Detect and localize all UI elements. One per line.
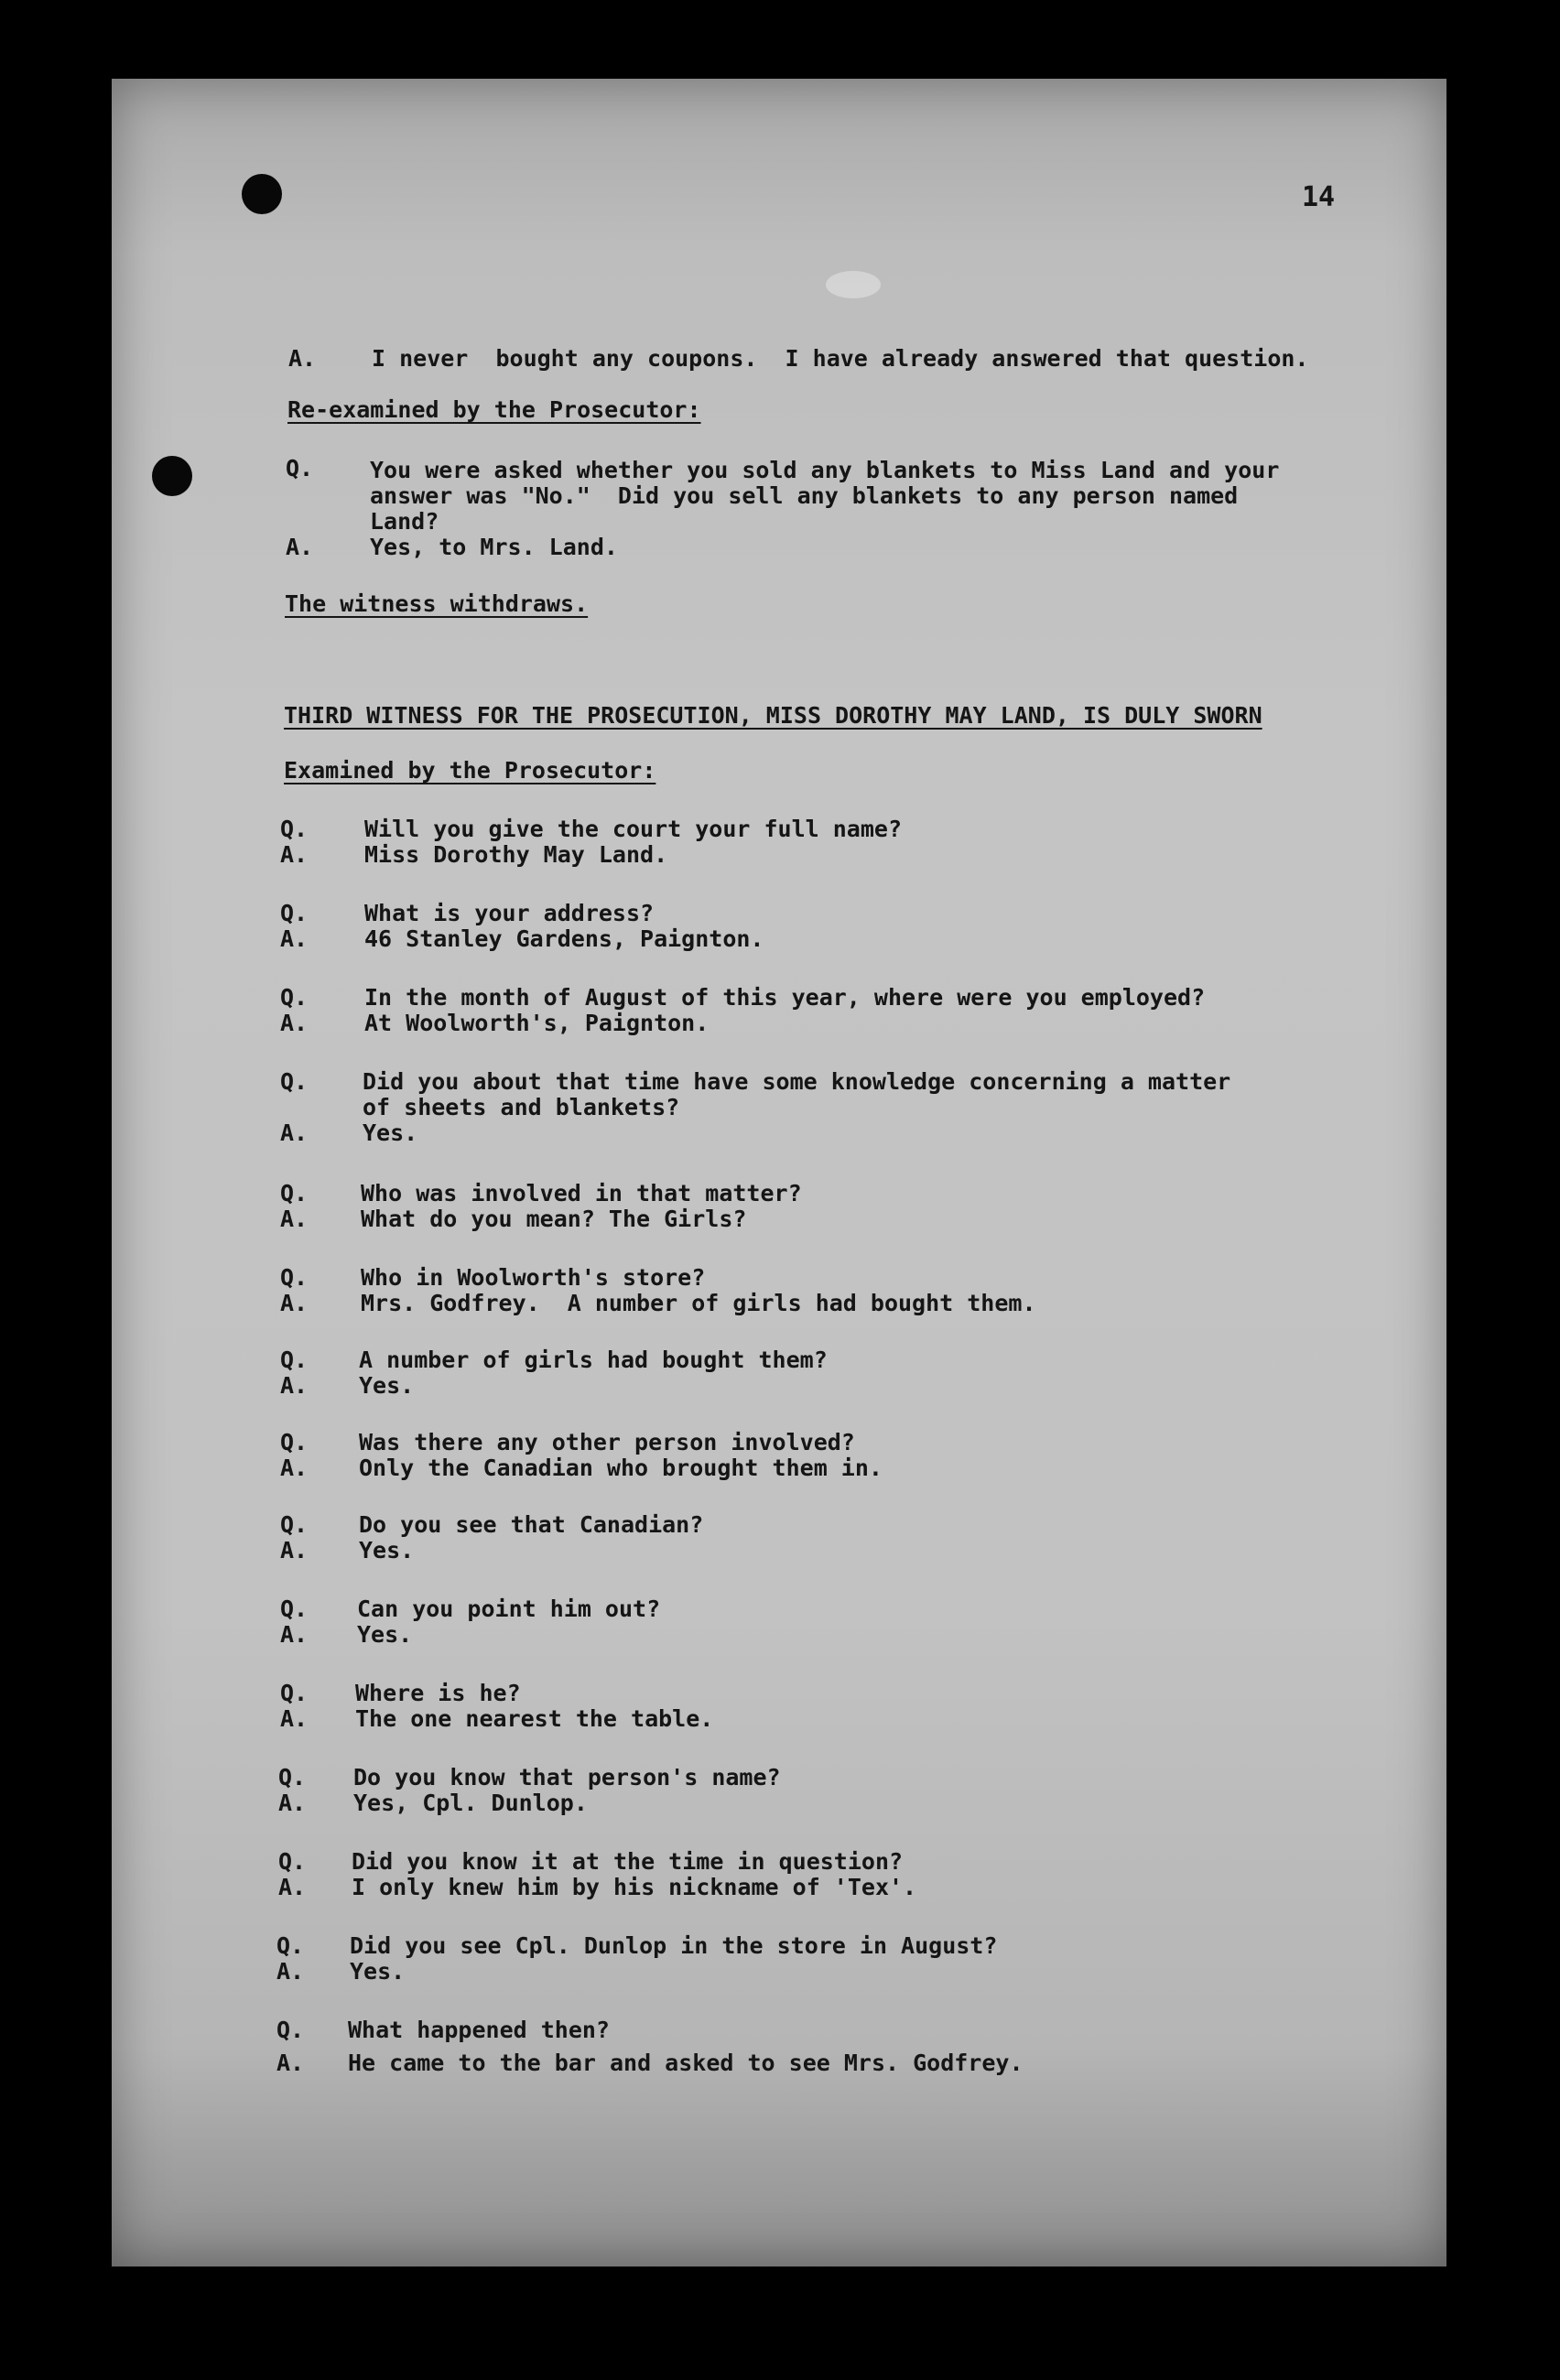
re-examination-heading: Re-examined by the Prosecutor:	[287, 396, 701, 423]
transcript-body	[112, 79, 1446, 2266]
question-text: Who in Woolworth's store?	[361, 1264, 706, 1291]
question-text: In the month of August of this year, where were you employed?	[364, 984, 1206, 1011]
question-line: answer was "No." Did you sell any blankets to any person named	[370, 482, 1239, 509]
question-text: What happened then?	[348, 2017, 610, 2043]
answer-label: A.	[278, 1790, 307, 1816]
question-label: Q.	[280, 1264, 309, 1291]
answer-label: A.	[280, 1372, 309, 1399]
question-label: Q.	[276, 2017, 305, 2043]
answer-text: Yes, Cpl. Dunlop.	[353, 1790, 588, 1816]
question-label: Q.	[280, 1347, 309, 1373]
examination-heading: Examined by the Prosecutor:	[284, 757, 656, 784]
answer-text: 46 Stanley Gardens, Paignton.	[364, 925, 764, 952]
question-text: Did you about that time have some knowledge concerning a matter	[363, 1068, 1231, 1095]
question-label: Q.	[280, 984, 309, 1011]
answer-label: A.	[280, 1290, 309, 1316]
answer-text: I only knew him by his nickname of 'Tex'.	[352, 1874, 917, 1900]
question-text: Can you point him out?	[357, 1596, 661, 1622]
question-text: A number of girls had bought them?	[359, 1347, 828, 1373]
answer-label: A.	[280, 1705, 309, 1732]
answer-text: Yes.	[359, 1372, 415, 1399]
question-label: Q.	[280, 1596, 309, 1622]
answer-label: A.	[288, 345, 317, 372]
question-text: Will you give the court your full name?	[364, 816, 902, 842]
answer-text: I never bought any coupons. I have already answered that question.	[372, 345, 1309, 372]
question-label: Q.	[276, 1932, 305, 1959]
answer-label: A.	[280, 925, 309, 952]
answer-label: A.	[280, 841, 309, 868]
witness-heading: THIRD WITNESS FOR THE PROSECUTION, MISS DOROTHY MAY LAND, IS DULY SWORN	[284, 702, 1262, 729]
question-text: Do you know that person's name?	[353, 1764, 781, 1790]
answer-text: He came to the bar and asked to see Mrs. Godfrey.	[348, 2050, 1024, 2076]
question-label: Q.	[280, 1180, 309, 1206]
answer-text: Yes.	[357, 1621, 413, 1648]
answer-text: The one nearest the table.	[355, 1705, 714, 1732]
question-label: Q.	[278, 1764, 307, 1790]
answer-text: Yes.	[359, 1537, 415, 1563]
page-number: 14	[1302, 181, 1336, 213]
question-text: What is your address?	[364, 900, 655, 926]
answer-text: Yes.	[363, 1120, 418, 1146]
question-label: Q.	[280, 900, 309, 926]
question-label: Q.	[280, 1511, 309, 1538]
answer-label: A.	[278, 1874, 307, 1900]
question-text: Did you see Cpl. Dunlop in the store in August?	[350, 1932, 998, 1959]
document-page	[112, 79, 1446, 2266]
question-text: Where is he?	[355, 1680, 521, 1706]
withdrawal-note: The witness withdraws.	[285, 590, 589, 617]
question-text: Was there any other person involved?	[359, 1429, 855, 1455]
question-label: Q.	[278, 1848, 307, 1875]
question-label: Q.	[280, 1429, 309, 1455]
question-label: Q.	[280, 1680, 309, 1706]
answer-label: A.	[280, 1537, 309, 1563]
question-label: Q.	[280, 1068, 309, 1095]
answer-label: A.	[276, 1958, 305, 1985]
question-text: Did you know it at the time in question?	[352, 1848, 904, 1875]
question-text: Do you see that Canadian?	[359, 1511, 704, 1538]
answer-label: A.	[286, 534, 314, 560]
answer-text: What do you mean? The Girls?	[361, 1206, 747, 1232]
answer-label: A.	[280, 1120, 309, 1146]
answer-text: Only the Canadian who brought them in.	[359, 1455, 883, 1481]
question-text: of sheets and blankets?	[363, 1094, 680, 1120]
answer-label: A.	[280, 1206, 309, 1232]
answer-text: At Woolworth's, Paignton.	[364, 1010, 710, 1036]
answer-text: Yes.	[350, 1958, 406, 1985]
answer-text: Mrs. Godfrey. A number of girls had bought them.	[361, 1290, 1036, 1316]
question-line: You were asked whether you sold any blankets to Miss Land and your	[370, 457, 1280, 483]
question-label: Q.	[286, 455, 314, 481]
answer-label: A.	[280, 1455, 309, 1481]
answer-text: Miss Dorothy May Land.	[364, 841, 668, 868]
answer-text: Yes, to Mrs. Land.	[370, 534, 618, 560]
question-label: Q.	[280, 816, 309, 842]
answer-label: A.	[280, 1621, 309, 1648]
answer-label: A.	[276, 2050, 305, 2076]
answer-label: A.	[280, 1010, 309, 1036]
question-text: Who was involved in that matter?	[361, 1180, 802, 1206]
question-line: Land?	[370, 508, 439, 535]
